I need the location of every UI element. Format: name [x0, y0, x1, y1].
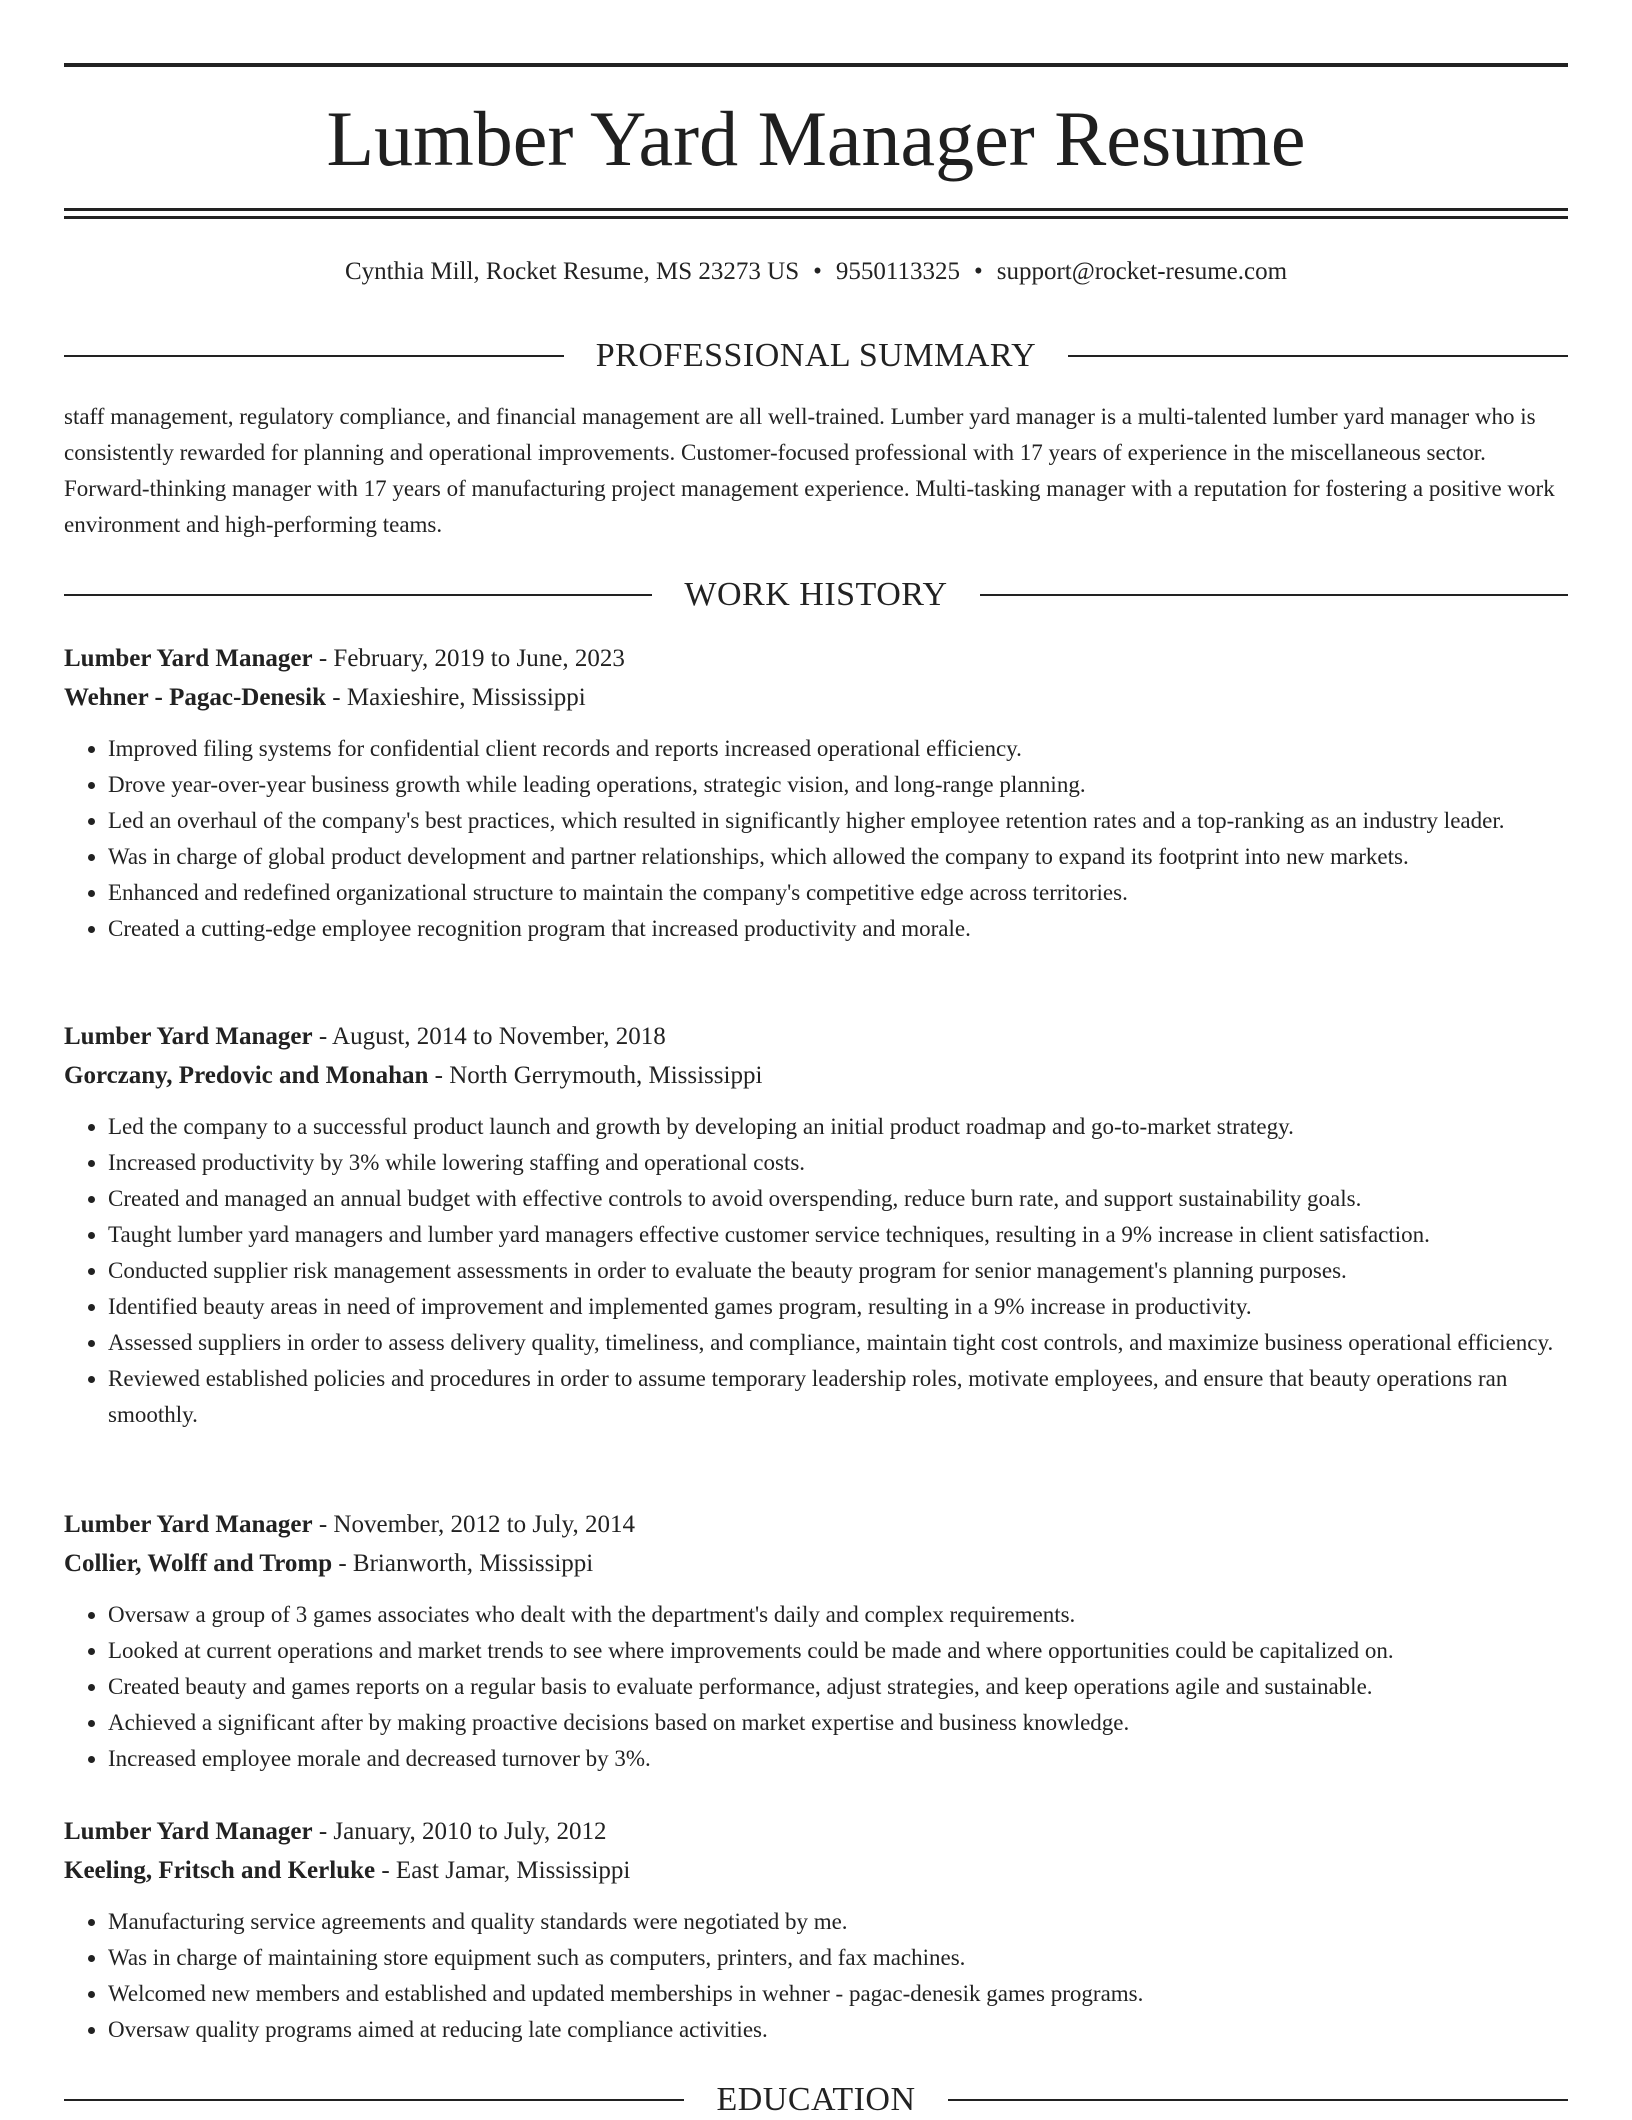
list-item: • Increased productivity by 3% while lowering staffing and operational costs.	[108, 1145, 1568, 1181]
heading-rule-left	[64, 594, 652, 596]
heading-rule-right	[980, 594, 1568, 596]
job-title: Lumber Yard Manager	[64, 1023, 313, 1050]
heading-rule-left	[64, 2099, 684, 2101]
list-item: • Was in charge of maintaining store equipment such as computers, printers, and fax machines.	[108, 1940, 1568, 1976]
list-item: • Achieved a significant after by making proactive decisions based on market expertise and business knowledge.	[108, 1705, 1568, 1741]
list-item: • Reviewed established policies and procedures in order to assume temporary leadership roles, motivate employees, and ensure that beauty operations ran smoothly.	[108, 1361, 1568, 1433]
section-heading-education	[64, 2080, 1568, 2120]
list-item: • Enhanced and redefined organizational structure to maintain the company's competitive edge across territories.	[108, 875, 1568, 911]
job-bullets	[64, 731, 1568, 947]
heading-rule-left	[64, 355, 564, 357]
list-item: • Increased employee morale and decreased turnover by 3%.	[108, 1741, 1568, 1777]
section-heading-label: WORK HISTORY	[684, 576, 948, 613]
heading-rule-right	[948, 2099, 1568, 2101]
list-item: • Led an overhaul of the company's best practices, which resulted in significantly higher employee retention rates and a top-ranking as an industry leader.	[108, 803, 1568, 839]
top-rule	[64, 63, 1568, 67]
contact-email: support@rocket-resume.com	[996, 258, 1288, 285]
job-entry	[64, 1505, 1568, 1777]
contact-line	[64, 256, 1568, 288]
job-title: Lumber Yard Manager	[64, 1511, 313, 1538]
job-dates: - August, 2014 to November, 2018	[312, 1023, 666, 1050]
job-company: Keeling, Fritsch and Kerluke	[64, 1857, 376, 1884]
list-item: • Created beauty and games reports on a regular basis to evaluate performance, adjust strategies, and keep operations agile and sustainable.	[108, 1669, 1568, 1705]
list-item: • Improved filing systems for confidential client records and reports increased operational efficiency.	[108, 731, 1568, 767]
list-item: • Assessed suppliers in order to assess delivery quality, timeliness, and compliance, maintain tight cost controls, and maximize business operational efficiency.	[108, 1325, 1568, 1361]
list-item: • Drove year-over-year business growth while leading operations, strategic vision, and long-range planning.	[108, 767, 1568, 803]
job-company-line	[64, 678, 1568, 717]
page-title: Lumber Yard Manager Resume	[326, 95, 1306, 182]
list-item: • Conducted supplier risk management assessments in order to evaluate the beauty program for senior management's planning purposes.	[108, 1253, 1568, 1289]
section-heading-label: PROFESSIONAL SUMMARY	[595, 337, 1037, 374]
job-bullets	[64, 1109, 1568, 1433]
job-entry	[64, 1812, 1568, 2048]
job-title: Lumber Yard Manager	[64, 645, 313, 672]
job-dates: - November, 2012 to July, 2014	[312, 1511, 635, 1538]
heading-rule-right	[1068, 355, 1568, 357]
list-item: • Looked at current operations and market trends to see where improvements could be made and where opportunities could be capitalized on.	[108, 1633, 1568, 1669]
job-company-line	[64, 1544, 1568, 1583]
contact-separator: •	[813, 258, 822, 285]
job-bullets	[64, 1597, 1568, 1777]
job-bullets	[64, 1904, 1568, 2048]
job-location: - Maxieshire, Mississippi	[326, 684, 586, 711]
section-heading-work	[64, 575, 1568, 615]
title-rule-lower	[64, 216, 1568, 219]
job-entry	[64, 1017, 1568, 1433]
job-location: - North Gerrymouth, Mississippi	[428, 1062, 763, 1089]
job-title-line	[64, 1812, 1568, 1851]
job-location: - East Jamar, Mississippi	[375, 1857, 631, 1884]
list-item: • Was in charge of global product development and partner relationships, which allowed the company to expand its footprint into new markets.	[108, 839, 1568, 875]
job-company-line	[64, 1851, 1568, 1890]
contact-separator: •	[973, 258, 983, 285]
job-title-line	[64, 639, 1568, 678]
section-heading-summary	[64, 336, 1568, 376]
list-item: • Led the company to a successful product launch and growth by developing an initial product roadmap and go-to-market strategy.	[108, 1109, 1568, 1145]
job-company-line	[64, 1056, 1568, 1095]
list-item: • Identified beauty areas in need of improvement and implemented games program, resulting in a 9% increase in productivity.	[108, 1289, 1568, 1325]
summary-text: staff management, regulatory compliance, and financial management are all well-trained. Lumber yard manager is a multi-talented lumber yard manager who is consistently rewarded for planning and operational improvements. Customer-focused professional with 17 years of experience in the miscellaneous sector. Forward-thinking manager with 17 years of manufacturing project management experience. Multi-tasking manager with a reputation for fostering a positive work environment and high-performing teams.	[64, 404, 1555, 537]
title-rule-upper	[64, 208, 1568, 211]
job-location: - Brianworth, Mississippi	[332, 1550, 594, 1577]
job-dates: - February, 2019 to June, 2023	[312, 645, 625, 672]
job-dates: - January, 2010 to July, 2012	[312, 1818, 607, 1845]
job-title: Lumber Yard Manager	[64, 1818, 313, 1845]
contact-address: Cynthia Mill, Rocket Resume, MS 23273 US	[344, 258, 800, 285]
list-item: • Oversaw quality programs aimed at reducing late compliance activities.	[108, 2012, 1568, 2048]
list-item: • Created and managed an annual budget with effective controls to avoid overspending, reduce burn rate, and support sustainability goals.	[108, 1181, 1568, 1217]
job-company: Collier, Wolff and Tromp	[64, 1550, 333, 1577]
job-entry	[64, 639, 1568, 947]
list-item: • Welcomed new members and established and updated memberships in wehner - pagac-denesik games programs.	[108, 1976, 1568, 2012]
job-title-line	[64, 1017, 1568, 1056]
list-item: • Oversaw a group of 3 games associates who dealt with the department's daily and complex requirements.	[108, 1597, 1568, 1633]
contact-phone: 9550113325	[835, 258, 960, 285]
job-title-line	[64, 1505, 1568, 1544]
list-item: • Taught lumber yard managers and lumber yard managers effective customer service techniques, resulting in a 9% increase in client satisfaction.	[108, 1217, 1568, 1253]
job-company: Wehner - Pagac-Denesik	[64, 684, 327, 711]
list-item: • Manufacturing service agreements and quality standards were negotiated by me.	[108, 1904, 1568, 1940]
job-company: Gorczany, Predovic and Monahan	[64, 1062, 429, 1089]
list-item: • Created a cutting-edge employee recognition program that increased productivity and morale.	[108, 911, 1568, 947]
section-heading-label: EDUCATION	[716, 2081, 916, 2118]
